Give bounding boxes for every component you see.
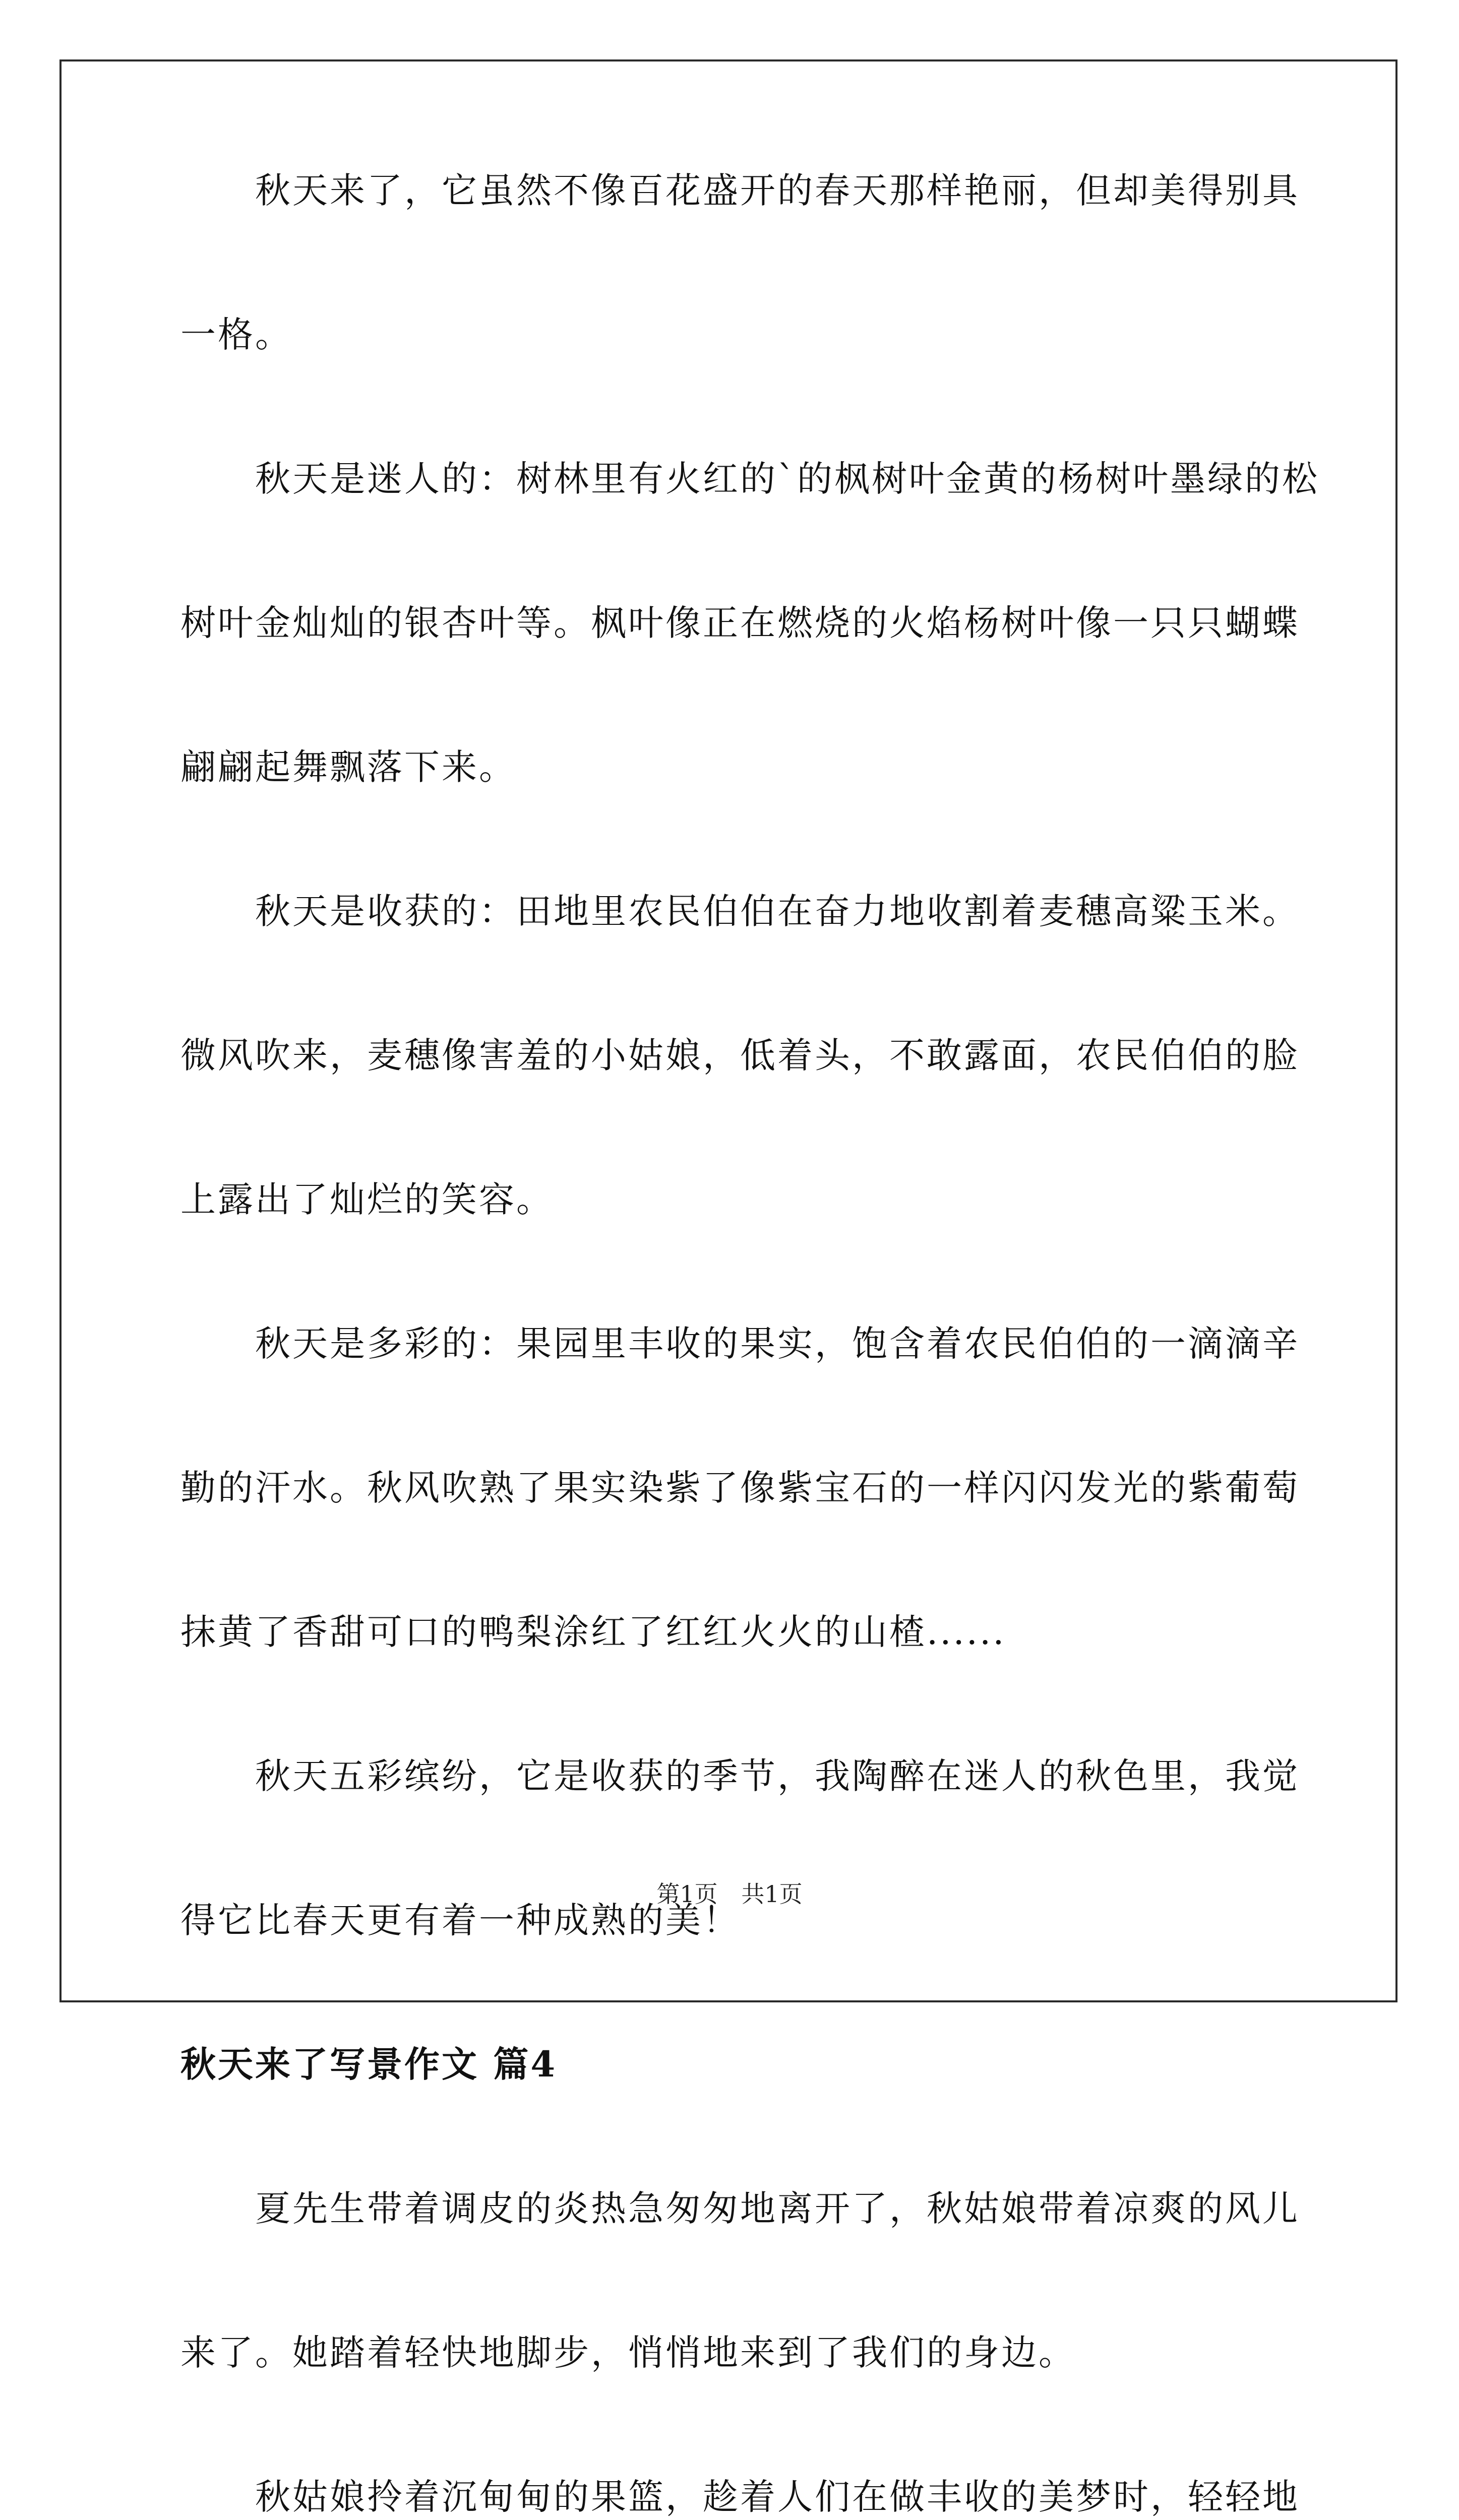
paragraph-6-line-1: 夏先生带着调皮的炎热急匆匆地离开了，秋姑娘带着凉爽的风儿 [255,2188,1300,2229]
paragraph-2-line-2: 树叶金灿灿的银杏叶等。枫叶像正在燃烧的火焰杨树叶像一只只蝴蝶 [180,602,1300,644]
document-body [180,166,1319,2520]
paragraph-2-line-1: 秋天是迷人的：树林里有火红的`的枫树叶金黄的杨树叶墨绿的松 [255,458,1319,499]
paragraph-5-line-1: 秋天五彩缤纷，它是收获的季节，我陶醉在迷人的秋色里，我觉 [255,1755,1300,1797]
paragraph-1-line-2: 一格。 [180,314,292,355]
paragraph-4-line-1: 秋天是多彩的：果园里丰收的果实，饱含着农民伯伯的一滴滴辛 [255,1323,1300,1364]
page-number-current: 第1页 [656,1880,718,1908]
paragraph-4-line-2: 勤的汗水。秋风吹熟了果实染紫了像紫宝石的一样闪闪发光的紫葡萄 [180,1467,1300,1508]
paragraph-6-line-2: 来了。她踏着轻快地脚步，悄悄地来到了我们的身边。 [180,2332,1076,2373]
section-heading: 秋天来了写景作文 篇4 [180,2043,558,2085]
paragraph-5-line-2: 得它比春天更有着一种成熟的美！ [180,1900,740,1941]
page-number-total: 共1页 [741,1880,803,1908]
paragraph-3-line-1: 秋天是收获的：田地里农民伯伯在奋力地收割着麦穗高粱玉米。 [255,891,1300,932]
paragraph-4-line-3: 抹黄了香甜可口的鸭梨涂红了红红火火的山楂...... [180,1611,1006,1653]
paragraph-1-line-1: 秋天来了，它虽然不像百花盛开的春天那样艳丽，但却美得别具 [255,170,1300,211]
paragraph-3-line-3: 上露出了灿烂的笑容。 [180,1179,554,1220]
paragraph-3-line-2: 微风吹来，麦穗像害羞的小姑娘，低着头，不敢露面，农民伯伯的脸 [180,1035,1300,1076]
paragraph-2-line-3: 翩翩起舞飘落下来。 [180,746,516,788]
paragraph-7-line-1: 秋姑娘拎着沉甸甸的果篮，趁着人们在做丰收的美梦时，轻轻地 [255,2476,1300,2517]
page-footer [0,1879,1459,1909]
